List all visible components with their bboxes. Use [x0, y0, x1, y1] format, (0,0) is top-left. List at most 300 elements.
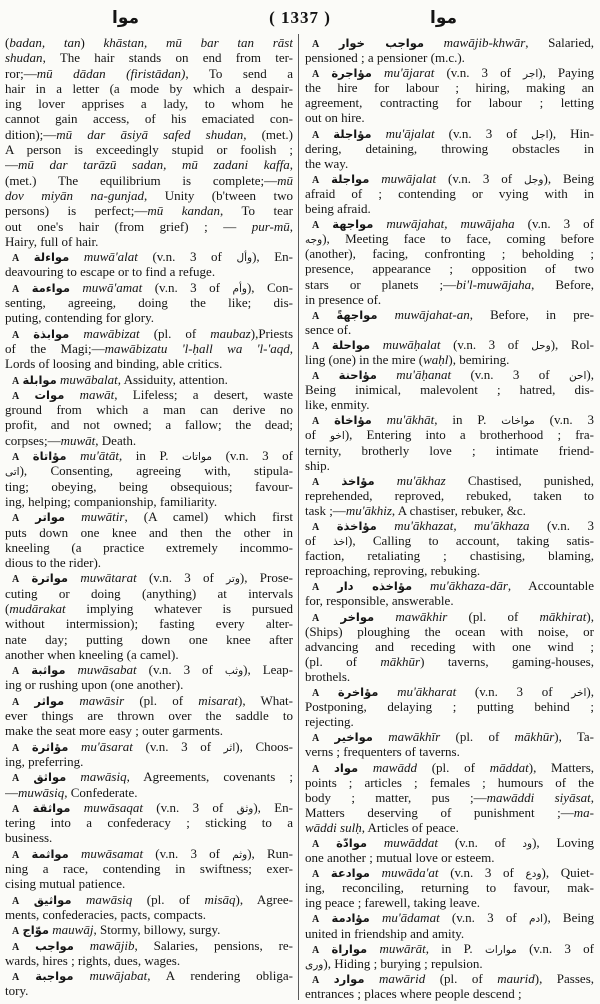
definition-text: senting, agreeing, doing the like; dis- [5, 295, 293, 311]
transliteration: wāddi sulḥ [305, 819, 362, 835]
transliteration: muwāda'at [381, 865, 439, 881]
arabic-word: وثم [232, 848, 248, 861]
definition-text: (pl. of [440, 729, 515, 745]
definition-text: Matters deserving of punishment ;— [305, 804, 574, 820]
transliteration: muwājahat-an [394, 306, 470, 322]
entry-line [5, 203, 293, 218]
language-marker: A [312, 688, 320, 700]
transliteration: bi'l-muwājaha [456, 276, 532, 292]
transliteration: mauwāj [52, 922, 94, 938]
definition-text: , (met.) [243, 126, 293, 142]
transliteration: mu'ākhaz [396, 472, 446, 488]
dictionary-entry [5, 739, 293, 770]
entry-line [5, 525, 293, 540]
entry-line [5, 922, 293, 937]
arabic-word: وأم [232, 282, 247, 295]
definition-text: tory. [5, 983, 29, 999]
entry-line [5, 356, 293, 371]
arabic-headword: مؤاخذ [341, 473, 375, 488]
dictionary-entry [5, 922, 293, 937]
entry-line [5, 754, 293, 769]
arabic-word: وتر [226, 573, 240, 586]
definition-text: (v.n. 3 of [451, 367, 569, 383]
entry-line [5, 586, 293, 601]
transliteration: mu'ājalat [385, 125, 435, 141]
transliteration: muwāsaqat [83, 799, 143, 815]
definition-text: wards, hires ; rights, dues, wages. [5, 952, 181, 968]
language-marker: A [312, 174, 320, 186]
definition-text [319, 216, 332, 231]
dictionary-entry [5, 892, 293, 923]
entry-line [5, 723, 293, 738]
entry-line [5, 280, 293, 295]
arabic-headword: مواحلة [331, 337, 371, 352]
dictionary-entry [5, 968, 293, 999]
arabic-headword: موّاج [22, 923, 50, 938]
definition-text [367, 835, 384, 850]
entry-line [305, 760, 594, 775]
page-header [0, 6, 600, 30]
transliteration: mākhūr [514, 729, 555, 745]
entry-line [305, 986, 594, 1001]
definition-text [319, 729, 334, 744]
entry-line [5, 372, 293, 387]
arabic-word: اجل [531, 128, 549, 141]
definition-text [19, 800, 32, 815]
transliteration: mawāsiq [86, 891, 133, 907]
transliteration: mu'ākhaza-dār [430, 578, 508, 594]
definition-text: business. [5, 830, 53, 846]
language-marker: A [312, 310, 320, 322]
definition-text: , Stormy, billowy, surgy. [93, 922, 221, 938]
transliteration: khāstan, mū bar tan rāst [103, 35, 293, 50]
definition-text [19, 448, 33, 463]
entry-line [5, 219, 293, 234]
arabic-headword: مؤاخذه دار [337, 579, 413, 594]
definition-text: (v.n. 3 of [439, 910, 529, 926]
definition-text: ), Hiding ; burying ; repulsion. [323, 955, 483, 971]
language-marker: A [12, 390, 20, 402]
arabic-headword: موادعة [330, 866, 370, 881]
entry-line [5, 601, 293, 616]
transliteration: mu'ādamat [382, 910, 440, 926]
definition-text: brothels. [305, 668, 351, 684]
definition-text [64, 387, 79, 402]
definition-text: ments, confederacies, pacts, compacts. [5, 906, 207, 922]
entry-line [305, 593, 594, 608]
definition-text [19, 326, 33, 341]
definition-text [319, 307, 336, 322]
definition-text: ever things are thrown over the saddle to [5, 708, 293, 724]
dictionary-entry [5, 280, 293, 326]
definition-text: , [289, 157, 293, 173]
definition-text: presence, appearance ; opposition of two [305, 261, 594, 277]
entry-line [305, 654, 594, 669]
entry-line [305, 65, 594, 80]
definition-text [319, 684, 338, 699]
definition-text: (v.n. 3 of [440, 336, 532, 352]
definition-text [319, 412, 334, 427]
definition-text: , Salaries, pensions, re- [134, 937, 293, 953]
entry-line [5, 479, 293, 494]
definition-text: ing, reconciling, returning to favour, mak- [305, 880, 594, 896]
definition-text: (met.) The equilibrium is complete;— [5, 172, 278, 188]
entry-line [305, 110, 594, 125]
arabic-headword: مواثقة [32, 800, 71, 815]
entry-line [305, 624, 594, 639]
entry-line [305, 880, 594, 895]
transliteration: muwābalat [60, 371, 118, 387]
definition-text: dious to the rider). [5, 555, 102, 571]
entry-line [5, 417, 293, 432]
transliteration: muwāddat [383, 834, 439, 850]
language-marker: A [12, 253, 20, 265]
arabic-word: وجه [305, 234, 323, 247]
entry-line [5, 127, 293, 142]
definition-text [372, 65, 384, 80]
definition-text [74, 938, 90, 953]
entry-line [5, 983, 293, 998]
definition-text: (pl. of [139, 325, 211, 341]
language-marker: A [12, 329, 20, 341]
definition-text: dering, detaining, throwing obstacles in [305, 140, 594, 156]
dictionary-entry [305, 126, 594, 171]
arabic-word: مواخات [501, 415, 535, 428]
definition-text: , To send a [185, 65, 293, 81]
dictionary-entry [5, 662, 293, 693]
definition-text: , [590, 789, 594, 805]
definition-text: of [305, 533, 334, 549]
entry-line [305, 503, 594, 518]
arabic-headword: موارد [333, 971, 365, 986]
language-marker: A [312, 612, 320, 624]
entry-line [305, 790, 594, 805]
arabic-headword: مواجبة [35, 969, 74, 984]
definition-text: for, responsible, answerable. [305, 593, 454, 609]
language-marker: A [12, 375, 20, 387]
definition-text: ing lover apprises a lady, to whom he [5, 96, 293, 112]
transliteration: muwāsabat [77, 662, 137, 678]
definition-text: ( [5, 600, 10, 616]
transliteration: mawājib [89, 937, 135, 953]
transliteration: mū dādan (firistādan) [36, 65, 186, 81]
definition-text: (v.n. 3 of [434, 65, 524, 81]
transliteration: mākhūr [380, 653, 421, 669]
dictionary-entry [305, 35, 594, 65]
entry-line [305, 639, 594, 654]
transliteration: muwājalat [381, 170, 437, 186]
definition-text: ), Consenting, agreeing with, stipula- [19, 463, 293, 479]
definition-text: , Before, [531, 276, 594, 292]
transliteration: muwāsiq [18, 784, 65, 800]
definition-text: (pl. of [447, 608, 540, 624]
definition-text: , Death. [95, 432, 137, 448]
dictionary-entry [305, 473, 594, 518]
transliteration: mu'ākharat [397, 684, 457, 700]
language-marker: A [12, 452, 20, 464]
definition-text: (another), facing, confronting ; beholding ; [305, 246, 594, 262]
entry-line [305, 352, 594, 367]
definition-text: (pl. of [132, 891, 205, 907]
definition-text: like, enmity. [305, 397, 370, 413]
entry-line [305, 835, 594, 850]
language-marker: A [12, 926, 20, 938]
arabic-word: اخو [329, 430, 345, 443]
definition-text [69, 846, 81, 861]
dictionary-entry [305, 910, 594, 940]
transliteration: mawājib-khwār [443, 35, 526, 50]
entry-line [5, 295, 293, 310]
language-marker: A [312, 371, 320, 383]
arabic-headword: مؤادمة [331, 911, 370, 926]
arabic-headword: موات [34, 387, 65, 402]
definition-text: profit, and not owned; a fallow; the dead; [5, 417, 293, 433]
entry-line [5, 494, 293, 509]
arabic-word: اثر [223, 741, 236, 754]
entry-line [305, 231, 594, 246]
definition-text [358, 760, 373, 775]
definition-text: being afraid. [305, 201, 371, 217]
arabic-headword: مواترة [31, 571, 69, 586]
definition-text: ), En- [252, 249, 293, 265]
dictionary-entry [5, 387, 293, 448]
definition-text [367, 941, 379, 956]
definition-text: Being inimical, malevolent ; hatred, dis- [305, 382, 594, 398]
dictionary-entry [5, 693, 293, 739]
definition-text: reprehended, reproved, rebuked, taken to [305, 487, 594, 503]
transliteration: mawābizatu 'l-ḥall wa 'l-'aqd [104, 340, 290, 356]
entry-line [5, 892, 293, 907]
transliteration: mu'ākhiz [345, 502, 392, 518]
arabic-word: وثق [236, 802, 254, 815]
entry-line [305, 775, 594, 790]
definition-text: task ;— [305, 502, 346, 518]
definition-text [64, 693, 79, 708]
arabic-word: ود [522, 837, 533, 850]
language-marker: A [312, 340, 320, 352]
definition-text: , Confederate. [64, 784, 138, 800]
arabic-word: موارات [484, 943, 517, 956]
definition-text: out one's hair (from grief) ; — [5, 218, 252, 234]
definition-text [319, 126, 333, 141]
entry-line [305, 609, 594, 624]
entry-line [5, 647, 293, 662]
definition-text: one another ; mutual love or esteem. [305, 850, 495, 866]
entry-line [305, 171, 594, 186]
arabic-headword: مواراة [331, 941, 368, 956]
arabic-headword: مواثق [33, 770, 67, 785]
definition-text: , Lifeless; a desert, waste [114, 386, 293, 402]
entry-line [305, 865, 594, 880]
definition-text: ), Matters, [528, 759, 594, 775]
language-marker: A [12, 941, 20, 953]
definition-text: ing or rushing upon (one another). [5, 677, 184, 693]
transliteration: mu'ātāt [80, 448, 119, 464]
entry-line [305, 261, 594, 276]
definition-text: A person is exceedingly stupid or foolish ; [5, 142, 293, 158]
entry-line [5, 739, 293, 754]
entry-line [5, 66, 293, 81]
transliteration: mu'ākhazat, mu'ākhaza [394, 518, 530, 533]
language-marker: A [12, 666, 20, 678]
definition-text: the way. [305, 155, 349, 171]
transliteration: mū dar āsiyā safed shudan [56, 126, 244, 142]
arabic-word: وأل [236, 252, 253, 265]
definition-text: ), Passes, [534, 970, 594, 986]
entry-line [305, 956, 594, 971]
transliteration: mawāsiq [80, 769, 127, 785]
definition-text [424, 35, 444, 50]
transliteration: maurid [497, 970, 535, 986]
entry-line [5, 800, 293, 815]
dictionary-entry [305, 941, 594, 971]
entry-line [305, 518, 594, 533]
language-marker: A [312, 476, 320, 488]
definition-text: ), Prose- [239, 570, 293, 586]
definition-text: (v.n. 3 of [516, 940, 594, 956]
definition-text: ), Loving [532, 834, 594, 850]
language-marker: A [12, 513, 20, 525]
entry-line [5, 188, 293, 203]
definition-text: cannot gain access, of his emaciated con- [5, 111, 293, 127]
language-marker: A [12, 283, 20, 295]
definition-text [372, 412, 387, 427]
definition-text: (Ships) ploughing the ocean with noise, or [305, 623, 594, 639]
language-marker: A [312, 522, 320, 533]
entry-line [305, 669, 594, 684]
entry-line [305, 322, 594, 337]
definition-text: (v.n. 3 of [142, 279, 233, 295]
definition-text [19, 509, 35, 524]
arabic-headword: مؤاحنة [338, 368, 377, 383]
definition-text [319, 65, 331, 80]
language-marker: A [12, 803, 20, 815]
entry-line [305, 473, 594, 488]
dictionary-entry [5, 938, 293, 969]
definition-text: kneeling (a practice extremely incommo- [5, 539, 293, 555]
definition-text: , in P. [118, 448, 183, 464]
arabic-headword: مؤاجلة [333, 126, 372, 141]
definition-text: (v.n. 3 of [137, 249, 237, 265]
definition-text: (v.n. 3 of [436, 170, 524, 186]
transliteration: mawākhīr [388, 729, 441, 745]
definition-text [375, 473, 397, 488]
definition-text: ), [586, 684, 594, 700]
definition-text: pensioned ; a pensioner (m.c.). [305, 50, 465, 66]
entry-line [5, 861, 293, 876]
entry-line [305, 156, 594, 171]
transliteration: mu'āsarat [81, 738, 133, 754]
definition-text [19, 693, 34, 708]
dictionary-entry [305, 367, 594, 412]
entry-line [305, 50, 594, 65]
definition-text: ), Hin- [548, 125, 594, 141]
arabic-word: وحل [531, 339, 551, 352]
dictionary-entry [305, 578, 594, 608]
arabic-headword: موابلة [22, 372, 57, 387]
definition-text: without intermission); fasting every alter- [5, 616, 293, 632]
dictionary-entry [305, 971, 594, 1001]
definition-text: ling (one) in the mire ( [305, 351, 424, 367]
entry-line [5, 846, 293, 861]
definition-text: , Unity (b'tween two [143, 187, 293, 203]
entry-line [5, 433, 293, 448]
definition-text: of [305, 427, 330, 443]
definition-text: ), Run- [247, 845, 293, 861]
transliteration: waḥl [423, 351, 449, 367]
definition-text [373, 729, 388, 744]
entry-line [305, 684, 594, 699]
definition-text: body ; matter, pus ;— [305, 789, 487, 805]
language-marker: A [12, 696, 20, 708]
definition-text: — [5, 784, 18, 800]
definition-text: reproaching, reproving, rebuking. [305, 563, 481, 579]
language-marker: A [312, 220, 320, 232]
arabic-headword: مؤاخاة [334, 413, 372, 428]
definition-text [65, 509, 81, 524]
definition-text [19, 968, 35, 983]
definition-text [370, 865, 382, 880]
definition-text [19, 249, 34, 264]
definition-text: ), Con- [246, 279, 293, 295]
definition-text: sence of. [305, 321, 352, 337]
language-marker: A [12, 742, 20, 754]
entry-line [305, 246, 594, 261]
definition-text: the hire for labour ; hiring, making an [305, 80, 594, 96]
definition-text: ( [5, 35, 10, 50]
entry-line [305, 971, 594, 986]
column-divider [298, 34, 299, 1000]
catchword-left: موا [112, 8, 140, 28]
transliteration: misāq [204, 891, 236, 907]
definition-text: ) [80, 35, 104, 50]
dictionary-entry [305, 518, 594, 578]
entry-line [305, 35, 594, 50]
definition-text: , A rendering obliga- [147, 968, 293, 984]
entry-line [5, 310, 293, 325]
entry-line [5, 693, 293, 708]
entry-line [5, 173, 293, 188]
definition-text: Hairy, full of hair. [5, 233, 99, 249]
entry-line [5, 785, 293, 800]
dictionary-entry [5, 249, 293, 280]
definition-text: ), Paying [538, 65, 594, 81]
definition-text [377, 367, 396, 382]
entry-line [5, 341, 293, 356]
entry-line [5, 509, 293, 524]
definition-text: (v.n. 3 of [456, 684, 572, 700]
definition-text [19, 387, 34, 402]
definition-text: (pl. of [124, 692, 199, 708]
definition-text: ), Being [543, 910, 594, 926]
transliteration: mawākhir [395, 608, 448, 624]
entry-line [5, 540, 293, 555]
entry-line [5, 677, 293, 692]
definition-text: (v.n. of [438, 834, 523, 850]
definition-text: ), Entering into a brotherhood ; fra- [344, 427, 594, 443]
entry-line [305, 533, 594, 548]
definition-text: make the seat more easy ; outer garments. [5, 723, 224, 739]
transliteration: misarat [198, 692, 238, 708]
entry-line [305, 412, 594, 427]
entry-line [5, 616, 293, 631]
definition-text [68, 570, 80, 585]
entry-line [5, 81, 293, 96]
dictionary-entry [5, 326, 293, 372]
transliteration: muwā'amat [82, 279, 143, 295]
entry-line [305, 126, 594, 141]
transliteration: mawābizat [83, 325, 140, 341]
